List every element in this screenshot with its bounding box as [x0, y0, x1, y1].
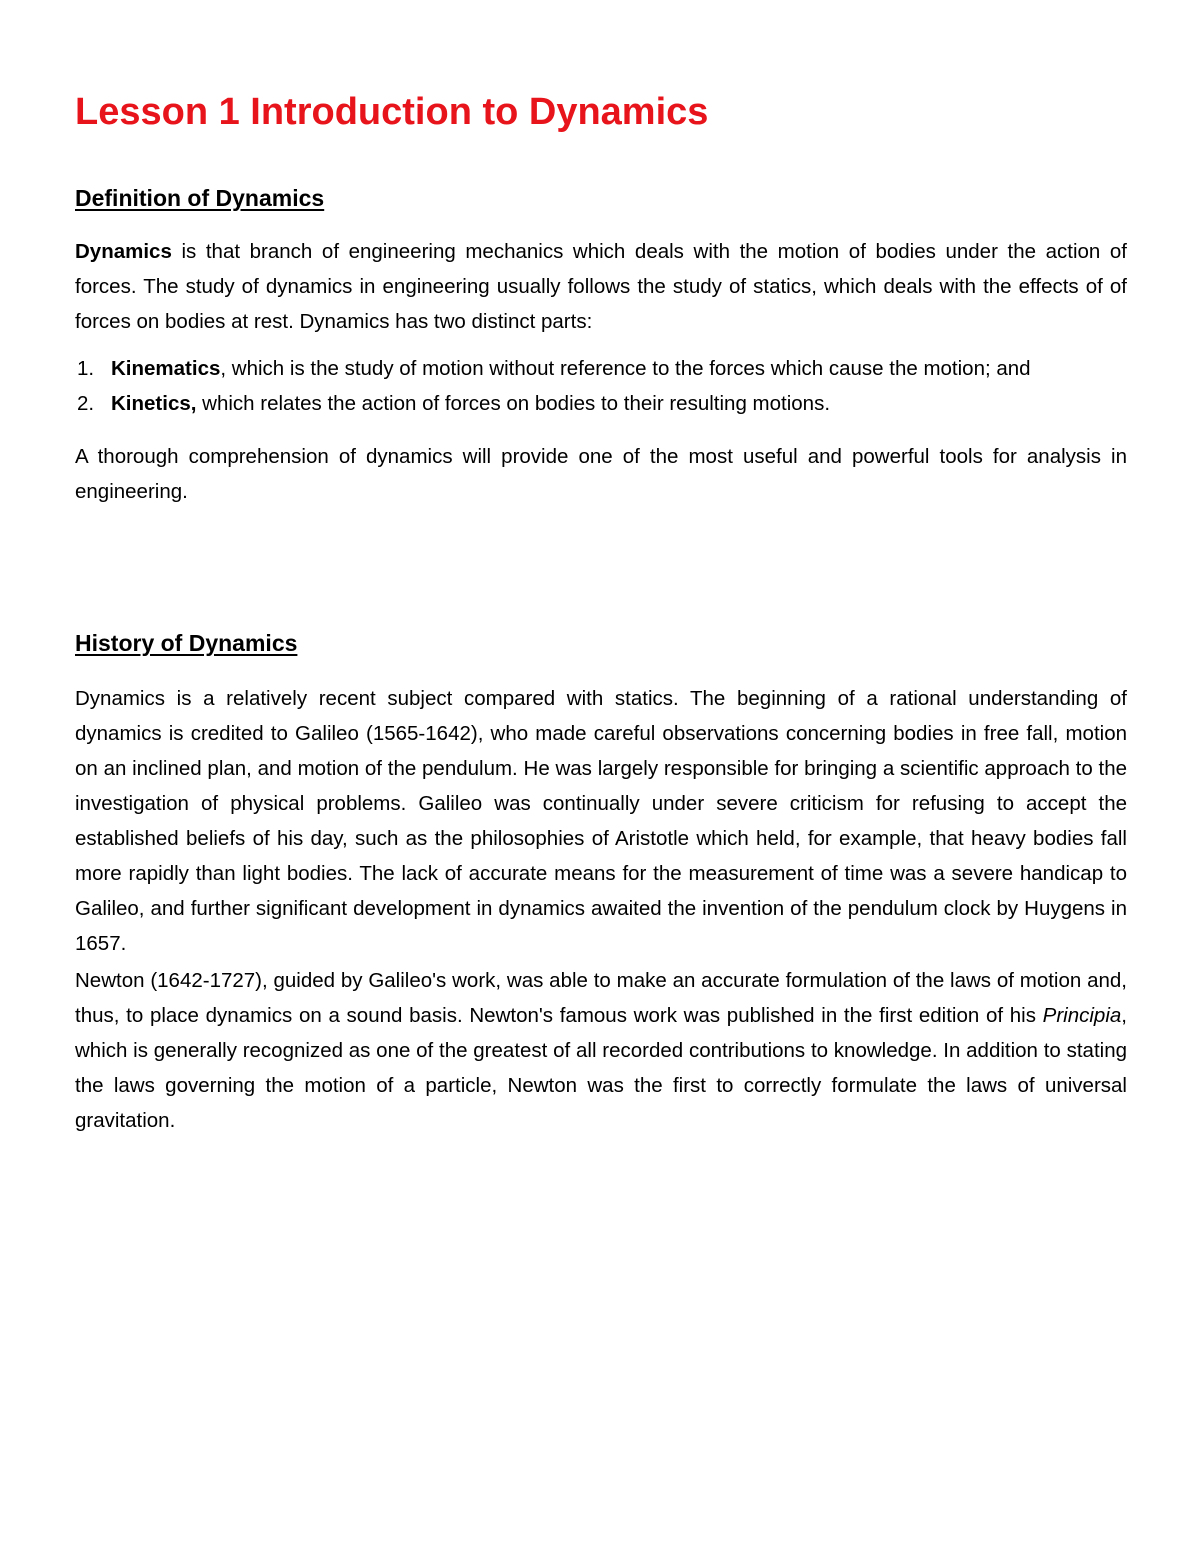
- definition-section: [75, 183, 1127, 509]
- definition-term: Dynamics: [75, 240, 172, 263]
- list-item: [75, 351, 1127, 386]
- definition-intro-text: is that branch of engineering mechanics which deals with the motion of bodies under the action of forces. The study of dynamics in engineering usually follows the study of statics, which deals with the effects of of forces on bodies at rest. Dynamics has two distinct parts:: [75, 240, 1127, 333]
- document-title: Lesson 1 Introduction to Dynamics: [75, 91, 709, 133]
- list-item-number: 2.: [77, 392, 95, 415]
- list-item-number: 1.: [77, 357, 95, 380]
- list-item: [75, 386, 1127, 421]
- dynamics-parts-list: [75, 351, 1127, 421]
- history-paragraph-2: [75, 963, 1127, 1138]
- history-paragraph-2-end: , which is generally recognized as one of the greatest of all recorded contributions to knowledge. In addition to stating the laws governing the motion of a particle, Newton was the first to correctly formulate the laws of universal gravitation.: [75, 1004, 1127, 1132]
- definition-closing-paragraph: A thorough comprehension of dynamics will provide one of the most useful and powerful tools for analysis in engineering.: [75, 445, 1127, 503]
- list-item-term: Kinetics,: [111, 392, 197, 415]
- history-heading: History of Dynamics: [75, 630, 298, 656]
- principia-title: Principia: [1042, 1004, 1122, 1027]
- history-paragraph-2-start: Newton (1642-1727), guided by Galileo's work, was able to make an accurate formulation of the laws of motion and, thus, to place dynamics on a sound basis. Newton's famous work was published in the first edition of his: [75, 969, 1127, 1027]
- definition-intro-paragraph: [75, 234, 1127, 339]
- history-section: [75, 628, 1127, 1138]
- list-item-text: which relates the action of forces on bodies to their resulting motions.: [196, 392, 831, 415]
- definition-heading: Definition of Dynamics: [75, 185, 325, 211]
- list-item-text: , which is the study of motion without reference to the forces which cause the motion; and: [220, 357, 1031, 380]
- history-paragraph-1: Dynamics is a relatively recent subject compared with statics. The beginning of a rational understanding of dynamics is credited to Galileo (1565-1642), who made careful observations concerning bodies in free fall, motion on an inclined plan, and motion of the pendulum. He was largely responsible for bringing a scientific approach to the investigation of physical problems. Galileo was continually under severe criticism for refusing to accept the established beliefs of his day, such as the philosophies of Aristotle which held, for example, that heavy bodies fall more rapidly than light bodies. The lack of accurate means for the measurement of time was a severe handicap to Galileo, and further significant development in dynamics awaited the invention of the pendulum clock by Huygens in 1657.: [75, 687, 1127, 955]
- list-item-term: Kinematics: [111, 357, 221, 380]
